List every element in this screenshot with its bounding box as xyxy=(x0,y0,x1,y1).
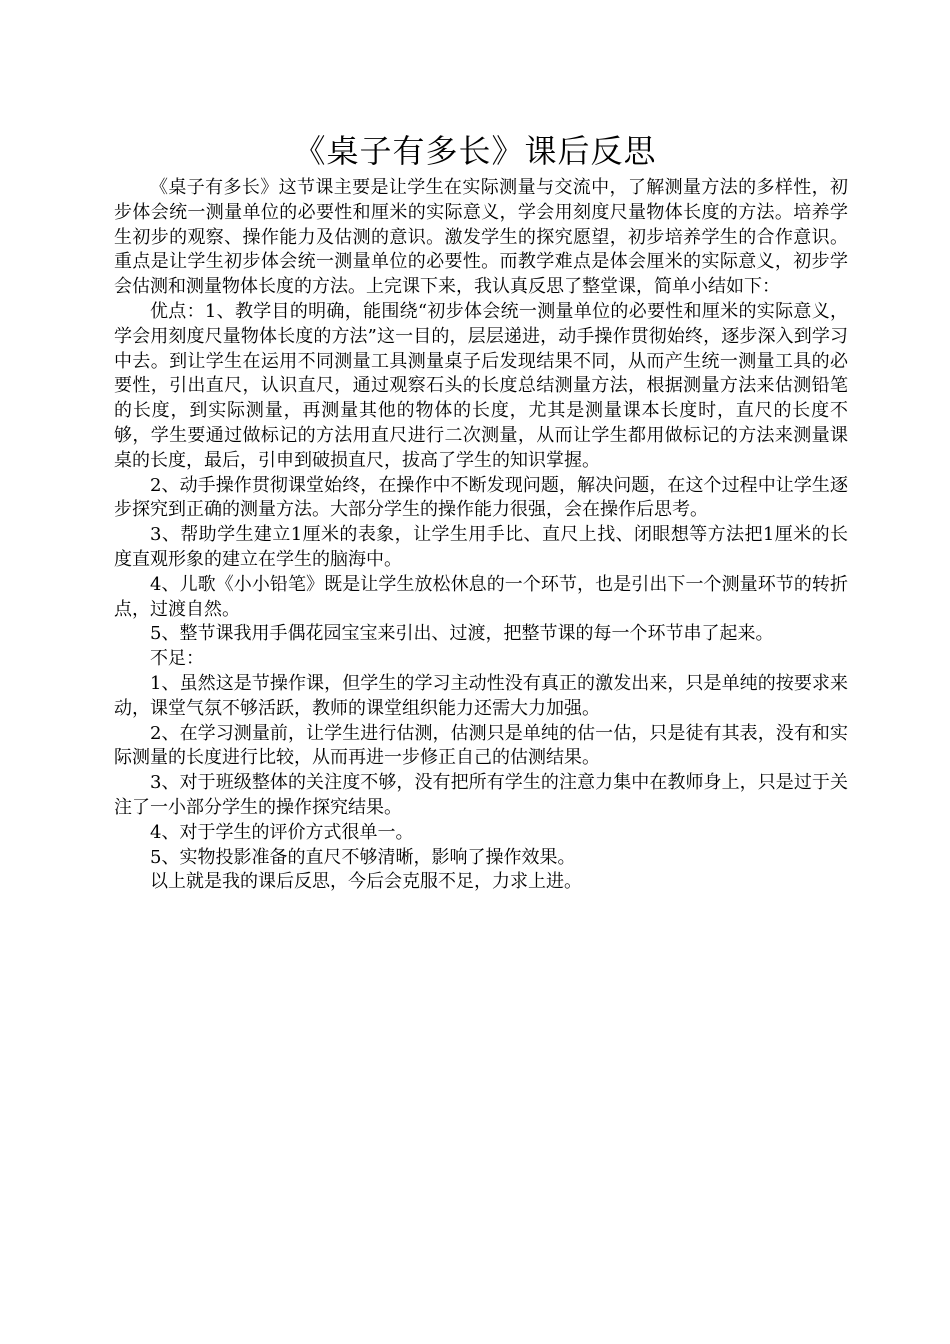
paragraph-shortcoming-3: 3、对于班级整体的关注度不够，没有把所有学生的注意力集中在教师身上，只是过于关注了一小部分学生的操作探究结果。 xyxy=(114,772,848,818)
document-body xyxy=(114,176,848,895)
paragraph-conclusion: 以上就是我的课后反思，今后会克服不足，力求上进。 xyxy=(150,871,582,893)
paragraph-shortcoming-5: 5、实物投影准备的直尺不够清晰，影响了操作效果。 xyxy=(150,846,576,868)
paragraph-advantage-5: 5、整节课我用手偶花园宝宝来引出、过渡，把整节课的每一个环节串了起来。 xyxy=(150,623,774,645)
paragraph-shortcomings-heading: 不足： xyxy=(150,648,204,670)
paragraph-intro: 《桌子有多长》这节课主要是让学生在实际测量与交流中，了解测量方法的多样性，初步体会统一测量单位的必要性和厘米的实际意义，学会用刻度尺量物体长度的方法。培养学生初步的观察、操作能力及估测的意识。激发学生的探究愿望，初步培养学生的合作意识。重点是让学生初步体会统一测量单位的必要性。而教学难点是体会厘米的实际意义，初步学会估测和测量物体长度的方法。上完课下来，我认真反思了整堂课，简单小结如下： xyxy=(114,177,848,298)
paragraph-shortcoming-2: 2、在学习测量前，让学生进行估测，估测只是单纯的估一估，只是徒有其表，没有和实际测量的长度进行比较，从而再进一步修正自己的估测结果。 xyxy=(114,722,848,769)
document-title: 《桌子有多长》课后反思 xyxy=(293,132,657,170)
paragraph-advantage-1: 优点：1、教学目的明确，能围绕“初步体会统一测量单位的必要性和厘米的实际意义，学会用刻度尺量物体长度的方法”这一目的，层层递进，动手操作贯彻始终，逐步深入到学习中去。到让学生在运用不同测量工具测量桌子后发现结果不同，从而产生统一测量工具的必要性，引出直尺，认识直尺，通过观察石头的长度总结测量方法，根据测量方法来估测铅笔的长度，到实际测量，再测量其他的物体的长度，尤其是测量课本长度时，直尺的长度不够，学生要通过做标记的方法用直尺进行二次测量，从而让学生都用做标记的方法来测量课桌的长度，最后，引申到破损直尺，拔高了学生的知识掌握。 xyxy=(114,300,848,471)
paragraph-advantage-4: 4、儿歌《小小铅笔》既是让学生放松休息的一个环节，也是引出下一个测量环节的转折点，过渡自然。 xyxy=(114,573,848,620)
paragraph-advantage-2: 2、动手操作贯彻课堂始终，在操作中不断发现问题，解决问题，在这个过程中让学生逐步探究到正确的测量方法。大部分学生的操作能力很强，会在操作后思考。 xyxy=(114,474,848,521)
paragraph-advantage-3: 3、帮助学生建立1厘米的表象，让学生用手比、直尺上找、闭眼想等方法把1厘米的长度直观形象的建立在学生的脑海中。 xyxy=(114,524,848,570)
paragraph-shortcoming-4: 4、对于学生的评价方式很单一。 xyxy=(150,821,414,843)
paragraph-shortcoming-1: 1、虽然这是节操作课，但学生的学习主动性没有真正的激发出来，只是单纯的按要求来动，课堂气氛不够活跃，教师的课堂组织能力还需大力加强。 xyxy=(114,672,848,719)
